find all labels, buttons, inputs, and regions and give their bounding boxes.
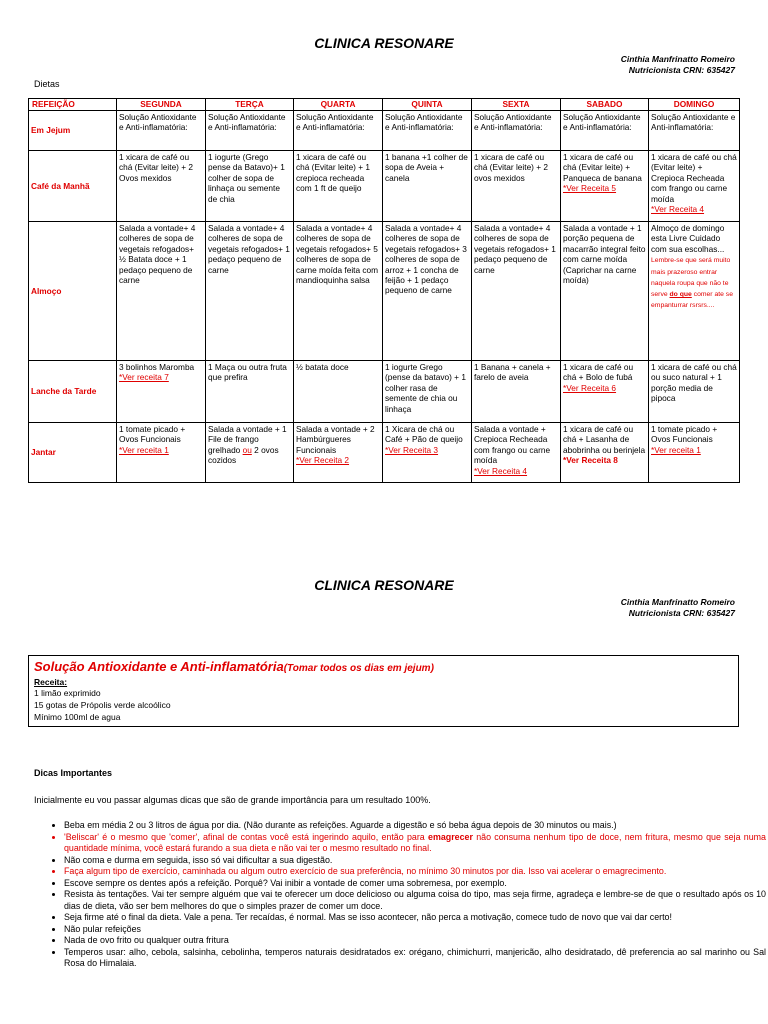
table-cell (383, 222, 472, 361)
cell-text: Salada a vontade+ 4 colheres de sopa de vegetais refogados+ 1 pedaço pequeno de carne (208, 223, 290, 275)
table-cell (117, 151, 206, 222)
table-cell (294, 423, 383, 483)
table-row (29, 423, 740, 483)
cell-text: Solução Antioxidante e Anti-inflamatória: (296, 112, 374, 133)
page1-author (621, 54, 735, 76)
cell-text: 1 tomate picado + Ovos Funcionais (651, 424, 718, 445)
recipe-ref: *Ver receita 1 (119, 444, 169, 455)
table-cell (383, 111, 472, 151)
author-name: Cinthia Manfrinatto Romeiro (620, 597, 735, 607)
table-cell (472, 222, 561, 361)
recipe-line: 15 gotas de Própolis verde alcoólico (34, 700, 171, 710)
cell-text: Solução Antioxidante e Anti-inflamatória: (119, 112, 197, 133)
tip-item: • Nada de ovo frito ou qualquer outra fritura (64, 935, 766, 947)
table-cell (472, 151, 561, 222)
header-sabado: SABADO (561, 99, 649, 111)
cell-text: 1 Maça ou outra fruta que prefira (208, 362, 287, 383)
table-cell (294, 222, 383, 361)
table-header-row (29, 99, 740, 111)
cell-text: 1 xicara de café ou chá ou suco natural + 1 porção media de pipoca (651, 362, 737, 404)
table-cell (294, 361, 383, 423)
dicas-intro: Inicialmente eu vou passar algumas dicas que são de grande importância para um resultado 100%. (34, 795, 431, 805)
tip-item: • Seja firme até o final da dieta. Vale a pena. Ter recaídas, é normal. Mas se isso acontecer, não perca a motivação, comece tudo de novo que vai dar certo! (64, 912, 766, 924)
cell-text: Salada a vontade+ 4 colheres de sopa de vegetais refogados+ ½ Batata doce + 1 pedaço pequeno de carne (119, 223, 196, 286)
meal-label: Almoço (29, 222, 117, 361)
header-quarta: QUARTA (294, 99, 383, 111)
meal-label: Café da Manhã (29, 151, 117, 222)
cell-text: Salada a vontade + 2 Hambúrgueres Funcionais (296, 424, 375, 455)
cell-text: 1 Banana + canela + farelo de aveia (474, 362, 551, 383)
tip-item: • 'Beliscar' é o mesmo que 'comer', afinal de contas você está ingerindo aquilo, então para emagrecer não consuma nenhum tipo de doce, nem fritura, mesmo que seja numa quantidade mínima, você estará furando a sua dieta e não vai ter o mesmo resultado no final. (64, 832, 766, 855)
cell-text: 1 xicara de café ou chá (Evitar leite) + Panqueca de banana (563, 152, 642, 183)
recipe-ref: *Ver Receita 2 (296, 455, 350, 466)
meal-label: Lanche da Tarde (29, 361, 117, 423)
meal-label: Jantar (29, 423, 117, 483)
author-name: Cinthia Manfrinatto Romeiro (620, 54, 735, 64)
table-cell (561, 111, 649, 151)
table-cell (561, 361, 649, 423)
page2-title: CLINICA RESONARE (314, 577, 454, 593)
cell-note: comer ate se empanturrar rsrsrs.... (651, 291, 733, 310)
recipe-title: Solução Antioxidante e Anti-inflamatória (34, 659, 284, 674)
table-cell (206, 111, 294, 151)
page2-author (621, 597, 735, 619)
recipe-ref: *Ver Receita 4 (651, 204, 705, 215)
cell-text: 1 iogurte (Grego pense da Batavo)+ 1 colher de sopa de linhaça ou semente de chia (208, 152, 285, 204)
cell-text: Salada a vontade + Crepioca Recheada com frango ou carne moída (474, 424, 551, 466)
table-cell (383, 423, 472, 483)
recipe-ref: *Ver Receita 4 (474, 465, 528, 476)
header-terca: TERÇA (206, 99, 294, 111)
table-row (29, 111, 740, 151)
cell-text: Almoço de domingo esta Livre Cuidado com sua escolhas... (651, 223, 725, 254)
table-cell (561, 222, 649, 361)
cell-text: Salada a vontade+ 4 colheres de sopa de vegetais refogados+ 3 colheres de sopa de arroz + 1 concha de feijão + 1 pedaço pequeno de carne (385, 223, 467, 296)
recipe-ref: *Ver Receita 3 (385, 444, 439, 455)
dietas-label: Dietas (34, 79, 60, 89)
cell-text: 2 ovos cozidos (208, 444, 279, 466)
header-refeicao: REFEIÇÃO (29, 99, 117, 111)
table-cell (117, 111, 206, 151)
table-cell (561, 423, 649, 483)
table-cell (117, 423, 206, 483)
table-cell (117, 222, 206, 361)
table-cell (649, 423, 740, 483)
table-cell (206, 222, 294, 361)
cell-text: 1 iogurte Grego (pense da batavo) + 1 colher rasa de semente de chia ou linhaça (385, 362, 466, 414)
recipe-subtitle: (Tomar todos os dias em jejum) (283, 663, 434, 674)
cell-text: 1 xicara de café ou chá + Lasanha de abobrinha ou berinjela (563, 424, 646, 455)
dicas-heading: Dicas Importantes (34, 768, 113, 778)
page1-title: CLINICA RESONARE (314, 35, 454, 51)
cell-text: Salada a vontade + 1 porção pequena de macarrão integral feito com carne moída (Caprichar na carne moída) (563, 223, 646, 286)
table-row (29, 361, 740, 423)
diet-table (28, 98, 740, 483)
table-row (29, 222, 740, 361)
header-sexta: SEXTA (472, 99, 561, 111)
cell-text: Solução Antioxidante e Anti-inflamatória: (385, 112, 463, 133)
tip-item: • Temperos usar: alho, cebola, salsinha, cebolinha, temperos naturais desidratados ex: orégano, chimichurri, manjericão, alho desidratado, dê preferencia ao sal marinho ou Sal Rosa do Himalaia. (64, 947, 766, 970)
cell-text: 1 xicara de café ou chá (Evitar leite) + 2 Ovos mexidos (119, 152, 194, 183)
cell-text: Solução Antioxidante e Anti-inflamatória: (651, 112, 736, 133)
cell-text: Salada a vontade + 1 File de frango grelhado (208, 424, 287, 455)
table-cell (117, 361, 206, 423)
table-cell (206, 151, 294, 222)
cell-text: 1 xicara de café ou chá (Evitar leite) + 2 ovos mexidos (474, 152, 549, 183)
table-cell (649, 361, 740, 423)
cell-text: Solução Antioxidante e Anti-inflamatória: (208, 112, 286, 133)
table-cell (206, 423, 294, 483)
author-crn: Nutricionista CRN: 635427 (628, 65, 735, 75)
table-cell (294, 111, 383, 151)
table-cell (561, 151, 649, 222)
cell-text: 1 xicara de café ou chá + Bolo de fubá (563, 362, 634, 383)
cell-text: Salada a vontade+ 4 colheres de sopa de vegetais refogados+ 1 pedaço pequeno de carne (474, 223, 556, 275)
table-cell (206, 361, 294, 423)
recipe-line: Mínimo 100ml de agua (34, 712, 121, 722)
table-cell (294, 151, 383, 222)
recipe-box (28, 655, 739, 727)
tips-list (34, 820, 766, 970)
recipe-ref: *Ver receita 1 (651, 444, 701, 455)
cell-text: 1 banana +1 colher de sopa de Aveia + canela (385, 152, 468, 183)
table-row (29, 151, 740, 222)
recipe-ref: *Ver Receita 5 (563, 183, 617, 194)
recipe-box-title (34, 659, 434, 674)
receita-label: Receita: (34, 677, 68, 687)
table-cell (383, 361, 472, 423)
cell-text: Solução Antioxidante e Anti-inflamatória: (563, 112, 641, 133)
recipe-ref: *Ver receita 7 (119, 372, 169, 383)
header-domingo: DOMINGO (649, 99, 740, 111)
cell-note: Lembre-se que será muito mais prazeroso entrar naquela roupa que não te serve (651, 257, 731, 299)
recipe-ref: *Ver Receita 8 (563, 455, 618, 466)
recipe-line: 1 limão exprimido (34, 688, 101, 698)
header-quinta: QUINTA (383, 99, 472, 111)
table-cell (472, 111, 561, 151)
tip-item: • Escove sempre os dentes após a refeição. Porquê? Vai inibir a vontade de comer uma sobremesa, por exemplo. (64, 878, 766, 890)
cell-text: 1 tomate picado + Ovos Funcionais (119, 424, 186, 445)
tip-item: • Faça algum tipo de exercício, caminhada ou algum outro exercício de sua preferência, no mínimo 30 minutos por dia. Isso vai acelerar o emagrecimento. (64, 866, 766, 878)
table-cell (383, 151, 472, 222)
tip-item: • Não coma e durma em seguida, isso só vai dificultar a sua digestão. (64, 855, 766, 867)
recipe-ref: ou (242, 444, 252, 455)
cell-text: 1 xicara de café ou chá (Evitar leite) + 1 crepioca recheada com 1 ft de queijo (296, 152, 371, 194)
table-cell (649, 222, 740, 361)
table-cell (649, 151, 740, 222)
tip-item: • Beba em média 2 ou 3 litros de água por dia. (Não durante as refeições. Aguarde a digestão e só beba água depois de 30 minutos ou mais.) (64, 820, 766, 832)
cell-text: ½ batata doce (296, 362, 349, 372)
header-segunda: SEGUNDA (117, 99, 206, 111)
cell-text: Salada a vontade+ 4 colheres de sopa de vegetais refogados+ 5 colheres de sopa de carne moída feita com mandioquinha salsa (296, 223, 379, 286)
cell-text: 3 bolinhos Maromba (119, 362, 195, 372)
cell-text: 1 xicara de café ou chá (Evitar leite) + Crepioca Recheada com frango ou carne moída (651, 152, 737, 204)
author-crn: Nutricionista CRN: 635427 (628, 608, 735, 618)
table-cell (649, 111, 740, 151)
cell-text: Solução Antioxidante e Anti-inflamatória: (474, 112, 552, 133)
table-cell (472, 423, 561, 483)
recipe-ref: *Ver Receita 6 (563, 382, 617, 393)
tip-item: • Resista às tentações. Vai ter sempre alguém que vai te oferecer um doce delicioso ou alguma coisa do tipo, mas seja firme, agradeça e lembre-se de que o resultado após os 10 dias de dieta, vão ser bem melhores do que o simples prazer de comer um doce. (64, 889, 766, 912)
cell-note: do que (669, 291, 692, 299)
table-cell (472, 361, 561, 423)
meal-label: Em Jejum (29, 111, 117, 151)
cell-text: 1 Xicara de chá ou Café + Pão de queijo (385, 424, 463, 445)
tip-item: • Não pular refeições (64, 924, 766, 936)
